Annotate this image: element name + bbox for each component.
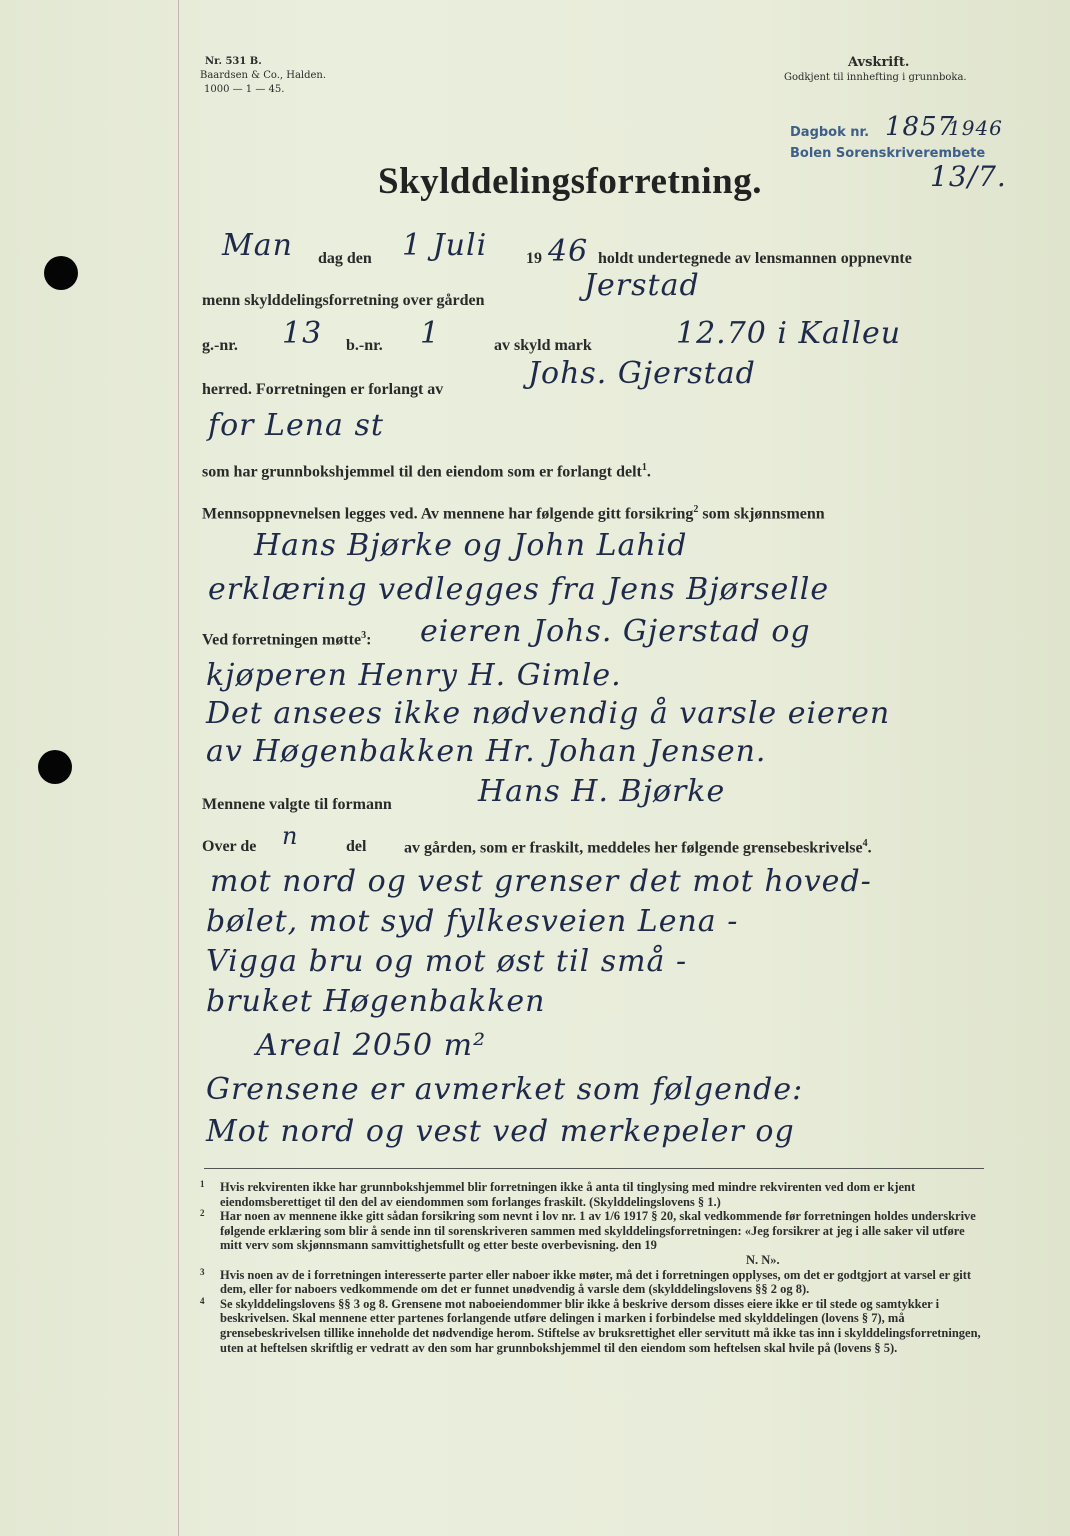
footnote-rule [204,1168,984,1169]
menn-hand1: Hans Bjørke og John Lahid [254,528,688,563]
skyld-hand: 12.70 i Kalleu [676,316,902,351]
form-number: Nr. 531 B. [205,56,262,67]
margin-line [178,0,179,1536]
grense-hand1: mot nord og vest grenser det mot hoved- [210,864,872,899]
hjemmel-label: som har grunnbokshjemmel til den eiendom som er forlangt delt$^1$. [202,462,651,481]
day-hand: Man [222,228,293,263]
date-hand: 1 Juli [402,228,488,263]
grense-label: av gården, som er fraskilt, meddeles her følgende grensebeskrivelse$^4$. [404,838,872,857]
gnr-hand: 13 [282,316,323,351]
copy-note: Godkjent til innhefting i grunnboka. [784,72,967,83]
farm-hand: Jerstad [584,268,700,303]
stamp-year: 1946 [948,116,1003,140]
grense-hand4: bruket Høgenbakken [206,984,546,1019]
footnote-2-signature: N. N». [746,1252,780,1267]
mote-hand4: av Høgenbakken Hr. Johan Jensen. [206,734,767,769]
punch-hole-bottom [38,750,72,784]
requester-hand2: for Lena st [208,408,384,443]
menn-label: Mennsoppnevnelsen legges ved. Av mennene har følgende gitt forsikring$^2$ som skjønnsmenn [202,504,825,523]
mote-hand1: eieren Johs. Gjerstad og [420,614,811,649]
grense-hand6: Grensene er avmerket som følgende: [206,1072,804,1107]
stamp-date: 13/7. [930,160,1007,193]
punch-hole-top [44,256,78,290]
footnote-3: 3 Hvis noen av de i forretningen interesserte parter eller naboer ikke møter, må det i forretningen opplyses, om det er godtgjort at varsel er gitt dem, eller for naboers vedkommende om det er funnet unødvendig å varsle dem (skylddelingslovens §§ 2 og 8). [200,1266,972,1297]
stamp-line2: Bolen Sorenskriverembete [790,146,986,161]
gnr-label: g.-nr. [202,337,238,354]
footnote-2: 2 Har noen av mennene ikke gitt sådan forsikring som nevnt i lov nr. 1 av 1/6 1917 § 20, skal vedkommende før forretningen holdes underskrive følgende erklæring som blir å sende inn til sorenskriveren sammen med skylddelingsforretningen: «Jeg forsikrer at jeg i alle saker vil utføre mitt verv som skjønnsmann samvittighetsfullt og etter beste overbevisning. den 19 [200,1208,976,1253]
year-prefix: 19 [526,250,542,267]
grense-hand3: Vigga bru og mot øst til små - [206,944,688,979]
mote-hand2: kjøperen Henry H. Gimle. [206,658,622,693]
over-hand: n [282,822,299,850]
requester-hand: Johs. Gjerstad [528,356,756,391]
farm-label: menn skylddelingsforretning over gården [202,292,485,309]
menn-hand2: erklæring vedlegges fra Jens Bjørselle [208,572,830,607]
held-text: holdt undertegnede av lensmannen oppnevnte [598,250,912,267]
year-hand: 46 [548,234,589,269]
grense-hand7: Mot nord og vest ved merkepeler og [206,1114,795,1149]
formann-label: Mennene valgte til formann [202,796,392,813]
formann-hand: Hans H. Bjørke [478,774,726,809]
grense-hand2: bølet, mot syd fylkesveien Lena - [206,904,739,939]
footnote-1: 1 Hvis rekvirenten ikke har grunnbokshjemmel blir forretningen ikke å anta til tinglysing med mindre rekvirenten ved dom er kjent eiendomsberettiget til den del av eiendommen som forlanges fraskilt. (Skylddelingslovens § 1.) [200,1179,916,1209]
over-label: Over de [202,838,257,855]
bnr-label: b.-nr. [346,337,383,354]
copy-label: Avskrift. [848,55,910,70]
footnote-4: 4 Se skylddelingslovens §§ 3 og 8. Grensene mot naboeiendommer blir ikke å beskrive dersom disses eiere ikke er til stede og samtykker i beskrivelsen. Skal mennene etter partenes forlangende utføre delingen i marken i forbindelse med skylddelingen (lovens § 7), må grensebeskrivelsen tillike inneholde det nødvendige herom. Stiftelse av bruksrettighet eller servitutt må ikke tas inn i skylddelingsforretningen, uten at heftelsen skriftlig er vedratt av den som har grunnbokshjemmel til den eiendom som heftelsen skal hvile på (lovens § 5). [200,1295,981,1355]
bnr-hand: 1 [420,316,441,351]
stamp-number: 1857 [885,112,956,142]
skyld-label: av skyld mark [494,337,592,354]
footnotes [198,1180,988,1355]
herred-label: herred. Forretningen er forlangt av [202,381,444,398]
print-run: 1000 — 1 — 45. [204,84,285,95]
del-label: del [346,838,367,855]
printer-name: Baardsen & Co., Halden. [200,70,327,81]
grense-hand5: Areal 2050 m² [256,1028,487,1063]
mote-label: Ved forretningen møtte$^3$: [202,630,372,649]
stamp-line1: Dagbok nr. [790,125,870,140]
day-label: dag den [318,250,372,267]
page-title: Skylddelingsforretning. [378,161,762,202]
mote-hand3: Det ansees ikke nødvendig å varsle eieren [206,696,891,731]
